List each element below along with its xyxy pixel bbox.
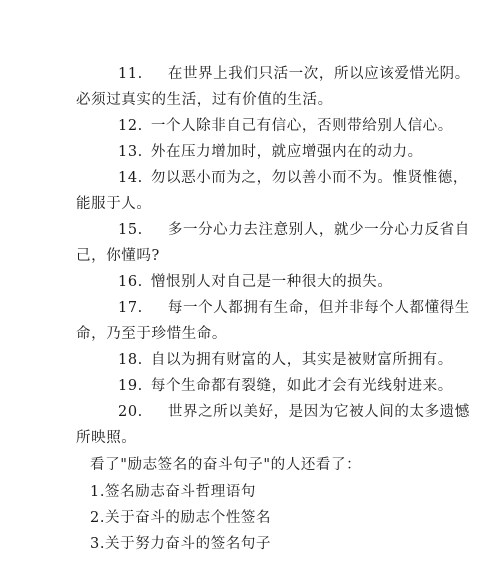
quote-text: 勿以恶小而为之，勿以善小而不为。惟贤惟德， xyxy=(150,170,468,186)
quote-12-line-1 xyxy=(118,116,453,136)
quote-number: 11. xyxy=(118,66,143,82)
quote-15-line-2: 己，你懂吗? xyxy=(76,248,160,264)
quote-number: 12. xyxy=(118,118,143,134)
quote-text: 多一分心力去注意别人，就少一分心力反省自 xyxy=(167,222,470,238)
quote-number: 15. xyxy=(118,222,143,238)
quote-text: 每个生命都有裂缝，如此才会有光线射进来。 xyxy=(150,378,453,394)
related-link-2[interactable]: 2.关于奋斗的励志个性签名 xyxy=(90,510,272,526)
quote-14-line-2: 能服于人。 xyxy=(76,196,152,212)
quote-15-line-1 xyxy=(118,220,470,240)
quote-text: 憎恨别人对自己是一种很大的损失。 xyxy=(150,274,393,290)
quote-text: 在世界上我们只活一次，所以应该爱惜光阴。 xyxy=(167,66,470,82)
quote-20-line-2: 所映照。 xyxy=(76,430,137,446)
quote-14-line-1 xyxy=(118,168,468,188)
quote-13-line-1 xyxy=(118,142,423,162)
quote-16-line-1 xyxy=(118,272,392,292)
related-link-3[interactable]: 3.关于努力奋斗的签名句子 xyxy=(90,536,272,552)
quote-20-line-1 xyxy=(118,402,470,422)
quote-number: 14. xyxy=(118,170,143,186)
quote-number: 18. xyxy=(118,352,143,368)
quote-text: 外在压力增加时，就应增强内在的动力。 xyxy=(150,144,423,160)
quote-11-line-1 xyxy=(118,64,470,84)
quote-18-line-1 xyxy=(118,350,453,370)
quote-19-line-1 xyxy=(118,376,453,396)
quote-number: 19. xyxy=(118,378,143,394)
quote-text: 自以为拥有财富的人，其实是被财富所拥有。 xyxy=(150,352,453,368)
quote-number: 16. xyxy=(118,274,143,290)
quote-text: 世界之所以美好，是因为它被人间的太多遗憾 xyxy=(167,404,470,420)
related-link-1[interactable]: 1.签名励志奋斗哲理语句 xyxy=(90,484,257,500)
quote-text: 每一个人都拥有生命，但并非每个人都懂得生 xyxy=(167,300,470,316)
quote-number: 13. xyxy=(118,144,143,160)
quote-17-line-1 xyxy=(118,298,470,318)
quote-number: 20. xyxy=(118,404,143,420)
quote-11-line-2: 必须过真实的生活，过有价值的生活。 xyxy=(76,92,333,108)
quote-text: 一个人除非自己有信心，否则带给别人信心。 xyxy=(150,118,453,134)
quote-17-line-2: 命，乃至于珍惜生命。 xyxy=(76,326,227,342)
related-heading: 看了"励志签名的奋斗句子"的人还看了： xyxy=(90,457,362,473)
quote-number: 17. xyxy=(118,300,143,316)
